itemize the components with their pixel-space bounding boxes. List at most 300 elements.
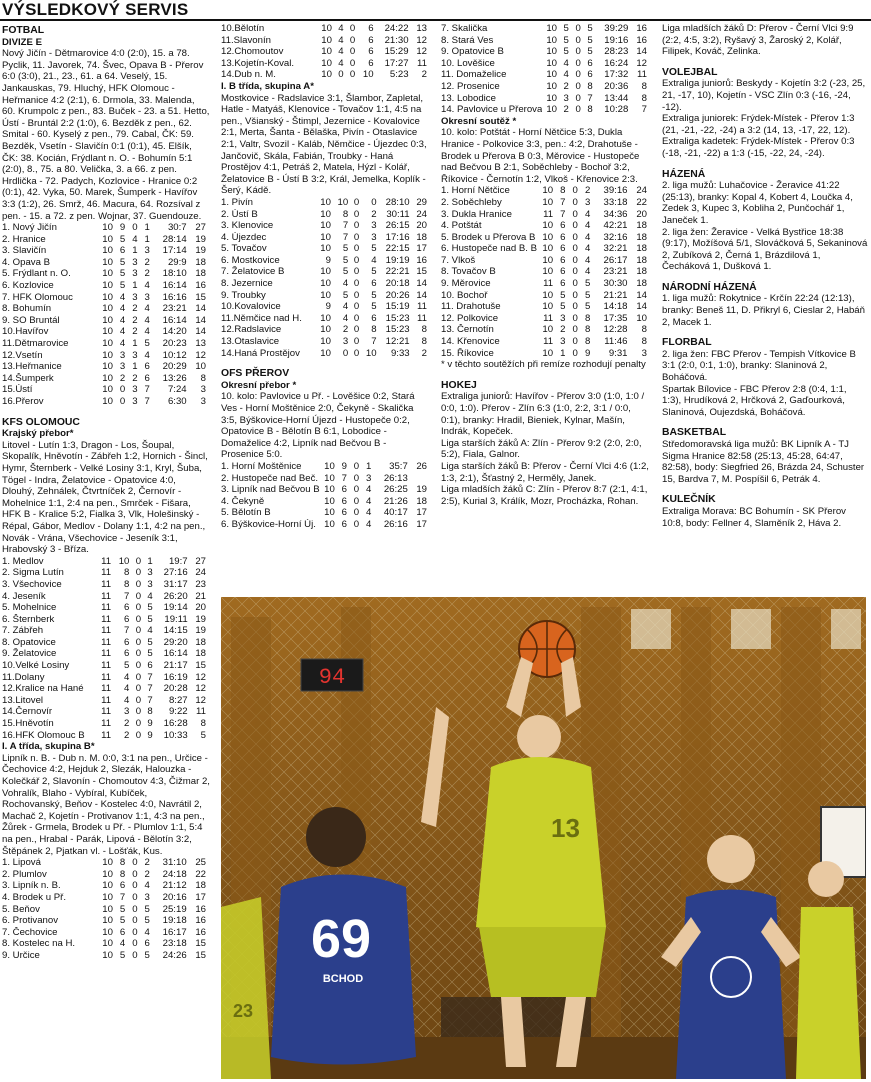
footnote: * v těchto soutěžích při remíze rozhodují penalty [441,359,646,371]
table-cell: 20 [195,602,206,614]
team-name: 7. Želatovice B [221,266,285,278]
table-cell: 10 [102,256,113,268]
table-cell: 0 [572,347,578,359]
team-name: 14. Křenovice [441,336,500,348]
table-cell: 4 [342,278,349,290]
subsection-heading: DIVIZE E [2,36,42,48]
team-name: 2. Ústí B [221,208,258,220]
table-row [221,23,431,35]
table-cell: 0 [572,231,578,243]
table-cell: 0 [135,718,142,730]
table-cell: 4 [124,694,130,706]
table-row [441,301,651,313]
table-cell: 4 [584,266,591,278]
table-cell: 4 [563,69,569,81]
table-cell: 6 [368,23,374,34]
table-cell: 10 [102,303,113,315]
team-name: 12.Kralice na Hané [2,683,84,695]
table-cell: 4 [365,507,372,519]
table-cell: 0 [572,208,578,220]
table-cell: 19:18 [162,915,187,927]
table-cell: 6 [144,361,150,373]
table-row [2,869,210,881]
table-cell: 27 [195,555,206,567]
table-cell: 0 [135,729,142,741]
table-cell: 15 [195,938,206,950]
results-text: 2. liga žen: FBC Přerov - Tempish Vítkovice B 3:1 (2:0, 0:1, 1:0), branky: Slaninová 2, Boháčová. [662,348,856,384]
table-cell: 18 [636,278,647,290]
team-name: 13.Litovel [2,694,44,706]
team-name: 11. Domaželice [441,69,507,81]
table-cell: 10 [542,196,554,208]
table-cell: 8 [560,185,566,197]
table-cell: 3 [371,220,377,232]
table-cell: 10 [365,347,377,359]
table-cell: 0 [342,347,349,359]
table-cell: 4 [342,301,349,313]
results-text: Liga starších žáků A: Zlín - Přerov 9:2 (2:0, 2:0, 5:2), Fiala, Galnor. [441,437,642,461]
table-cell: 26:20 [163,590,188,602]
table-row [441,324,651,336]
table-cell: 10 [320,196,331,208]
table-row [2,350,210,362]
table-cell: 0 [135,706,142,718]
table-cell: 0 [575,69,581,81]
table-row [2,695,210,707]
table-cell: 2 [124,718,130,730]
table-cell: 5 [584,278,591,290]
table-cell: 7 [342,231,349,243]
section-heading: NÁRODNÍ HÁZENÁ [662,281,757,293]
table-cell: 20:23 [162,338,187,350]
table-row [2,938,210,950]
table-cell: 18 [416,231,427,243]
table-cell: 4 [342,312,349,324]
table-cell: 18:10 [162,268,187,280]
table-cell: 12:28 [603,324,628,336]
table-cell: 0 [572,220,578,232]
table-cell: 27:16 [163,567,188,579]
table-row [441,104,651,116]
team-name: 2. Sigma Lutín [2,567,64,579]
table-cell: 18 [195,268,206,280]
table-cell: 10 [542,324,554,336]
table-cell: 0 [132,915,138,927]
table-cell: 7 [124,625,130,637]
team-name: 7. Skalička [441,23,488,34]
table-row [221,35,431,47]
table-cell: 10 [102,372,113,384]
table-cell: 24:22 [384,23,409,34]
table-cell: 0 [353,507,360,519]
table-cell: 4 [584,254,591,266]
team-name: 8. Jezernice [221,278,273,290]
table-row [221,243,431,255]
table-cell: 4 [338,57,344,69]
table-cell: 6 [560,254,566,266]
table-cell: 8 [641,324,647,336]
table-cell: 14 [195,303,206,315]
table-cell: 10 [542,289,554,301]
table-cell: 9:31 [608,347,628,359]
results-text: Středomoravská liga mužů: BK Lipník A - TJ Sigma Hranice 82:58 (25:13, 45:28, 64:47, 82:58), body: Siegfried 26, Brázda 24, Schuster 15, Bardva 7, M. Pospíšil 6, Petrák 4. [662,439,865,485]
table-cell: 19:16 [604,34,629,46]
table-cell: 11 [101,636,112,648]
table-cell: 7 [147,694,153,706]
table-cell: 10 [324,460,335,472]
table-row [2,361,210,373]
table-cell: 8 [200,372,206,384]
table-cell: 0 [132,857,138,869]
table-cell: 16 [416,254,427,266]
table-cell: 0 [135,625,142,637]
table-cell: 8 [421,324,427,336]
team-name: 9. SO Bruntál [2,314,60,326]
table-cell: 10:28 [604,104,629,116]
table-cell: 5 [119,949,126,961]
table-row [2,556,210,568]
standings-table [2,222,210,408]
table-cell: 3 [641,347,647,359]
table-cell: 19:19 [385,254,410,266]
table-cell: 30:11 [386,208,410,220]
table-row [221,209,431,221]
table-row [2,683,210,695]
team-name: 7. Vlkoš [441,254,476,266]
team-name: 3. Lipník nad Bečvou B [221,484,320,496]
standings-table [441,185,651,359]
table-cell: 9 [119,222,126,234]
table-cell: 15 [416,266,427,278]
team-name: 11.Němčice nad H. [221,312,302,324]
table-cell: 6 [124,648,130,660]
table-cell: 17:14 [162,245,187,257]
table-cell: 5 [144,915,150,927]
results-text: Liga mladších žáků C: Zlín - Přerov 8:7 (2:1, 4:1, 2:5), Kurial 3, Králík, Mozr, Procházka, Rohan. [441,484,648,507]
table-cell: 16 [636,23,647,34]
team-name: 12.Radslavice [221,324,282,336]
team-name: 12.Chomoutov [221,46,284,58]
table-cell: 3 [132,268,138,280]
table-cell: 11 [101,718,112,730]
table-row [221,58,431,70]
table-cell: 23:18 [162,938,187,950]
table-cell: 6 [371,312,377,324]
table-cell: 23:21 [162,303,187,315]
table-cell: 10 [102,361,113,373]
table-cell: 3 [144,245,150,257]
table-cell: 3 [132,396,138,407]
table-cell: 10 [102,938,113,950]
table-cell: 11 [417,312,427,324]
table-cell: 3 [365,472,372,484]
table-cell: 3 [132,291,138,303]
table-cell: 6 [560,220,566,232]
team-name: 9. Opatovice B [441,46,504,58]
table-cell: 0 [575,23,581,34]
table-cell: 5 [147,636,153,648]
table-cell: 8 [124,567,130,579]
table-row [2,892,210,904]
table-cell: 7 [147,671,153,683]
table-cell: 11 [543,208,554,220]
table-row [221,220,431,232]
table-cell: 16 [195,280,206,292]
table-cell: 0 [572,312,578,324]
subsection-heading: I. B třída, skupina A* [221,80,314,92]
team-name: 1. Horní Moštěnice [221,460,302,472]
table-cell: 22 [636,196,647,208]
team-name: 9. Želatovice [2,648,57,660]
table-cell: 11 [101,694,112,706]
table-cell: 10 [102,268,113,280]
table-row [2,718,210,730]
table-cell: 6 [124,636,130,648]
table-cell: 4 [584,243,591,255]
results-text: Nový Jičín - Dětmarovice 4:0 (2:0), 15. a 78. Pyclik, 11. Javorek, 74. Švec, Opava B - Přerov 6:0 (3:0), 21., 23., 61. a 64. Veselý, 15. Jankauskas, 79. Hluchý, HFK Olomouc - Heřmanice 4:2 (2:1), 6. Drmola, 33. Malenda, 60. Krumpolc z pen., 83. Buček - 23. a 51. Hetto, Ústí - Bruntál 2:2 (1:0), 6. Bezděk z pen., 62. Smital - 60. Kyselý z pen., 79. Cabal, ČK: 59. Bezděk, Vsetín - Slavičín 0:1 (0:1), 45. Elšík, ČK: 38. Kocián, Frýdlant n. O. - Bohumín 5:1 (2:0), 8., 75. a 80. Velička, 3. a 66. z pen. Hrdlička - 72. Padych, Kozlovice - Hranice 0:2 (0:1), 42. Vyka, 50. Marek, Šumperk - Havířov 3:3 (1:2), 26. Smrž, 46. Macura, 64. Rozsíval z pen. - 15. a 72. z pen. Wojnar, 37. Guendouze. [2,48,210,222]
table-cell: 10 [542,266,554,278]
table-cell: 4 [144,314,150,326]
table-cell: 10 [102,233,113,245]
table-cell: 20:36 [604,80,629,92]
table-cell: 4 [144,926,150,938]
table-cell: 19 [195,625,206,637]
team-name: 2. Hustopeče nad Beč. [221,472,319,484]
table-cell: 2 [119,372,126,384]
results-text: Extraliga Morava: BC Bohumín - SK Přerov 10:8, body: Fellner 4, Slaměník 2, Háva 2. [662,505,846,529]
standings-table [221,197,431,359]
table-cell: 5 [587,34,593,46]
team-name: 5. Tovačov [221,243,267,255]
table-cell: 18 [636,254,647,266]
table-cell: 11 [101,590,112,602]
table-row [441,290,651,302]
table-row [221,255,431,267]
section-heading: HOKEJ [441,379,477,391]
table-cell: 4 [365,495,372,507]
table-cell: 5 [147,602,153,614]
table-cell: 5 [119,268,126,280]
table-cell: 6 [560,278,566,290]
table-cell: 22:15 [385,243,410,255]
table-cell: 0 [349,23,356,34]
table-cell: 4 [124,671,130,683]
table-cell: 0 [135,694,142,706]
table-cell: 4 [144,880,150,892]
table-cell: 1 [144,233,150,245]
table-cell: 42:21 [603,220,628,232]
table-cell: 10 [324,472,335,484]
table-cell: 16:14 [162,314,187,326]
table-cell: 5 [342,254,349,266]
table-cell: 0 [572,336,578,348]
table-cell: 3 [144,891,150,903]
table-cell: 3 [124,706,130,718]
table-cell: 14 [636,301,647,313]
table-cell: 10 [321,34,332,46]
team-name: 12. Polkovice [441,312,499,324]
table-cell: 12 [636,57,647,69]
table-cell: 5 [560,289,566,301]
column-2 [221,23,431,531]
table-cell: 7 [341,472,347,484]
table-cell: 31:17 [163,578,188,590]
table-cell: 12 [195,694,206,706]
table-cell: 0 [575,92,581,104]
table-cell: 21:21 [603,289,628,301]
table-cell: 15:29 [384,46,409,58]
table-row [2,268,210,280]
table-cell: 18 [195,648,206,660]
table-cell: 5 [119,915,126,927]
results-text: 10. kolo: Potštát - Horní Nětčice 5:3, Dukla Hranice - Polkovice 3:3, pen.: 4:2, Drahotuše - Brodek u Přerova B 0:3, Měrovice - Hustopeče nad Bečvou B 2:1, Soběchleby - Bochoř 3:2, Říkovice - Černotín 1:2, Vlkoš - Křenovice 2:3. [441,127,640,185]
team-name: 6. Šternberk [2,613,55,625]
table-cell: 10 [195,361,206,373]
table-cell: 20:18 [385,278,410,290]
team-name: 4. Potštát [441,220,482,232]
results-text: Litovel - Lutín 1:3, Dragon - Los, Šoupal, Skopalík, Hněvotín - Zábřeh 1:2, Hornich - Šincl, Hymr, Šternberk - Velké Losiny 3:1, Kryl, Šuba, Tögel - Indra, Želatovice - Opatovice 4:0, Dlouhý, Zehnálek, Čtvrtníček 2, Černovír - Mohelnice 1:1, 2:4 na pen., Smrček - Fišara, HFK B - Kralice 5:2, Fialka 3, Vlk, Holešinský - Répal, Gábor, Medlov - Dolany 1:1, 4:2 na pen., Novák - Vrána, Všechovice - Jeseník 3:1, Hrabovský 3 - Bříza. [2,439,208,556]
team-name: 7. HFK Olomouc [2,291,73,303]
table-cell: 4 [147,625,153,637]
team-name: 13.Kojetín-Koval. [221,57,295,69]
table-cell: 0 [353,231,360,243]
table-cell: 7 [371,336,377,348]
table-cell: 10 [320,324,331,336]
table-cell: 30:30 [603,278,628,290]
table-cell: 8 [587,80,593,92]
team-name: 7. Čechovice [2,926,58,938]
table-cell: 2 [342,324,349,336]
table-cell: 6 [119,245,126,257]
team-name: 14.Dub n. M. [221,69,276,81]
table-cell: 13:44 [604,92,629,104]
table-cell: 10 [102,222,113,234]
table-cell: 2 [584,185,591,197]
table-cell: 18 [636,266,647,278]
table-cell: 6 [147,660,153,672]
table-cell: 11 [101,567,112,579]
table-cell: 8 [584,324,591,336]
table-cell: 6 [341,507,347,519]
table-cell: 14 [636,289,647,301]
table-cell: 6 [560,243,566,255]
table-cell: 4 [584,231,591,243]
table-cell: 7 [641,104,647,116]
table-row [2,280,210,292]
team-name: 8. Stará Ves [441,34,494,46]
table-cell: 23:21 [603,266,628,278]
table-cell: 8 [371,324,377,336]
table-cell: 4 [124,683,130,695]
table-cell: 0 [572,266,578,278]
table-cell: 16:17 [162,926,187,938]
table-cell: 14 [195,326,206,338]
subsection-heading: Okresní přebor * [221,379,297,391]
table-cell: 10 [321,46,332,58]
team-name: 14.Černovír [2,706,53,718]
team-name: 5. Mohelnice [2,602,57,614]
table-cell: 0 [135,567,142,579]
team-name: 5. Beňov [2,903,40,915]
table-row [2,927,210,939]
table-row [221,290,431,302]
table-cell: 8 [584,336,591,348]
table-cell: 0 [349,46,356,58]
table-cell: 5 [371,289,377,301]
table-cell: 21:12 [162,880,187,892]
table-cell: 8 [119,868,126,880]
table-cell: 10 [102,926,113,938]
table-cell: 6 [119,880,126,892]
table-cell: 10 [542,347,554,359]
table-cell: 5 [560,301,566,313]
section-heading: KULEČNÍK [662,494,716,506]
table-cell: 3 [584,196,591,208]
column-1 [2,23,210,962]
table-cell: 10 [546,23,557,34]
table-row [2,625,210,637]
table-cell: 7 [560,196,566,208]
table-cell: 10 [102,891,113,903]
table-cell: 11 [101,660,112,672]
table-cell: 15:23 [385,324,410,336]
table-cell: 12:21 [385,336,410,348]
table-cell: 6 [368,57,374,69]
table-cell: 2 [560,324,566,336]
table-cell: 4 [365,484,372,496]
section-heading: VOLEJBAL [662,66,718,78]
table-row [2,880,210,892]
table-cell: 5 [587,46,593,58]
table-cell: 10 [320,220,331,232]
team-name: 1. Pivín [221,196,253,208]
table-cell: 10 [102,868,113,880]
table-cell: 8 [147,706,153,718]
table-cell: 0 [572,324,578,336]
table-cell: 22:21 [385,266,410,278]
table-cell: 4 [144,303,150,315]
table-row [221,232,431,244]
table-row [221,473,431,485]
table-cell: 10 [320,289,331,301]
results-text: Extraliga juniorek: Frýdek-Místek - Přerov 1:3 (21, -21, -22, -24) a 3:2 (14, 13, -17, 22, 12). [662,113,855,136]
table-cell: 0 [353,289,360,301]
table-cell: 10 [320,266,331,278]
table-cell: 34:36 [603,208,628,220]
table-cell: 32:21 [603,243,628,255]
header-rule [0,19,871,21]
table-cell: 0 [135,636,142,648]
table-cell: 11 [101,555,112,567]
team-name: 12. Prosenice [441,80,500,92]
table-cell: 19:7 [168,555,188,567]
standings-table [221,461,431,531]
results-text: 10. kolo: Pavlovice u Př. - Lověšice 0:2, Stará Ves - Horní Moštěnice 2:0, Čekyně - Skalička 3:5, Býškovice-Horní Újezd - Hustopeče 0:2, Opatovice B - Bělotín B 6:1, Lobodice - Domaželice 4:2, Lipník nad Bečvou B - Prosenice 5:0. [221,391,415,461]
table-cell: 2 [421,69,427,81]
table-row [441,313,651,325]
table-cell: 14 [416,289,427,301]
table-cell: 0 [572,289,578,301]
table-cell: 10 [546,69,557,81]
table-cell: 7 [560,208,566,220]
sponsor-text: BCHOD [322,973,364,985]
results-text: Mostkovice - Radslavice 3:1, Šlambor, Zapletal, Hatle - Matyáš, Klenovice - Tovačov 1:1, 4:5 na pen., Všianský - Štimpl, Jezernice - Kovalovice 2:1, Merta, Šanta - Bělaška, Pivín - Otaslavice 2:1, Valtr, Svozil - Kaláb, Němčice - Újezdec 0:3, Jančovič, Skála, Fabián, Troubky - Haná Prostějov 4:1, Petráš 2, Matela, Hýzl - Kolář, Želatovice B - Ústí B 3:2, Král, Jemelka, Koplík - Šerý, Kádě. [221,92,427,197]
table-cell: 6 [341,484,347,496]
table-cell: 18 [636,243,647,255]
table-cell: 24 [195,567,206,579]
table-cell: 10 [102,857,113,869]
table-row [2,222,210,234]
